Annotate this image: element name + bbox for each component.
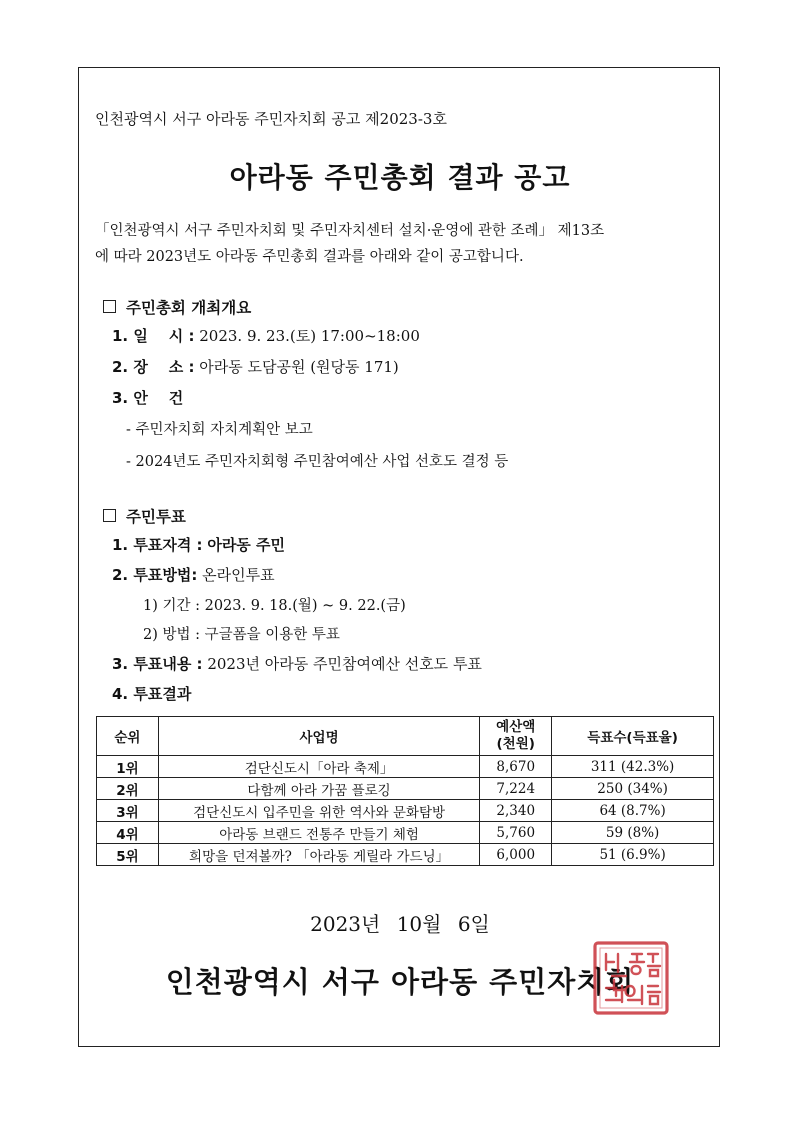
item-value: 2023년 아라동 주민참여예산 선호도 투표 [207, 655, 482, 673]
header-votes: 득표수(득표율) [552, 717, 714, 756]
overview-item-agenda [112, 387, 183, 408]
cell-rank: 3위 [97, 800, 159, 822]
vote-way: 2) 방법 : 구글폼을 이용한 투표 [143, 627, 340, 643]
vote-content [112, 653, 482, 674]
cell-votes: 59 (8%) [552, 822, 714, 844]
header-rank: 순위 [97, 717, 159, 756]
organization-name: 인천광역시 서구 아라동 주민자치회 [165, 965, 635, 999]
intro-line-1: 「인천광역시 서구 주민자치회 및 주민자치센터 설치·운영에 관한 조례」 제13조 [95, 223, 605, 239]
cell-votes: 51 (6.9%) [552, 844, 714, 866]
square-bullet-icon [103, 509, 116, 522]
announcement-date: 2023년 10월 6일 [310, 912, 490, 936]
item-label: 2. 투표방법: [112, 566, 198, 584]
cell-budget: 5,760 [480, 822, 552, 844]
cell-votes: 250 (34%) [552, 778, 714, 800]
item-label: 3. 투표내용 : [112, 655, 203, 673]
cell-budget: 7,224 [480, 778, 552, 800]
header-budget: 예산액 (천원) [480, 717, 552, 756]
cell-project: 희망을 던져볼까? 「아라동 게릴라 가드닝」 [158, 844, 479, 866]
cell-votes: 311 (42.3%) [552, 756, 714, 778]
item-value: 2023. 9. 23.(토) 17:00~18:00 [199, 327, 420, 345]
cell-votes: 64 (8.7%) [552, 800, 714, 822]
section-heading-overview [103, 296, 251, 318]
vote-eligibility [112, 534, 285, 555]
document-number: 인천광역시 서구 아라동 주민자치회 공고 제2023-3호 [95, 110, 447, 128]
cell-budget: 6,000 [480, 844, 552, 866]
table-row [97, 822, 714, 844]
table-row [97, 800, 714, 822]
header-project: 사업명 [158, 717, 479, 756]
cell-project: 다함께 아라 가꿈 플로깅 [158, 778, 479, 800]
intro-line-2: 에 따라 2023년도 아라동 주민총회 결과를 아래와 같이 공고합니다. [95, 249, 524, 265]
cell-rank: 1위 [97, 756, 159, 778]
item-value: 온라인투표 [202, 566, 275, 584]
item-label: 3. 안 건 [112, 389, 184, 407]
cell-rank: 4위 [97, 822, 159, 844]
overview-item-place [112, 356, 399, 377]
cell-rank: 2위 [97, 778, 159, 800]
section-heading-vote [103, 505, 186, 527]
cell-budget: 2,340 [480, 800, 552, 822]
official-seal-stamp [592, 940, 670, 1016]
item-label: 2. 장 소 : [112, 358, 195, 376]
section-heading-text: 주민투표 [126, 508, 186, 526]
cell-project: 검단신도시「아라 축제」 [158, 756, 479, 778]
item-value: 아라동 도담공원 (원당동 171) [199, 358, 399, 376]
intro-paragraph [95, 218, 711, 270]
document-frame [78, 67, 720, 1047]
cell-rank: 5위 [97, 844, 159, 866]
table-row [97, 756, 714, 778]
table-header-row [97, 717, 714, 756]
overview-item-datetime [112, 325, 420, 346]
vote-result-label: 4. 투표결과 [112, 685, 192, 703]
square-bullet-icon [103, 300, 116, 313]
vote-method [112, 564, 275, 585]
agenda-line: - 2024년도 주민자치회형 주민참여예산 사업 선호도 결정 등 [126, 454, 509, 470]
item-value: 아라동 주민 [207, 536, 286, 554]
cell-project: 검단신도시 입주민을 위한 역사와 문화탐방 [158, 800, 479, 822]
page-title: 아라동 주민총회 결과 공고 [229, 161, 571, 194]
agenda-line: - 주민자치회 자치계획안 보고 [126, 422, 313, 438]
cell-budget: 8,670 [480, 756, 552, 778]
cell-project: 아라동 브랜드 전통주 만들기 체험 [158, 822, 479, 844]
vote-period: 1) 기간 : 2023. 9. 18.(월) ~ 9. 22.(금) [143, 598, 406, 614]
item-label: 1. 투표자격 : [112, 536, 203, 554]
section-heading-text: 주민총회 개최개요 [126, 299, 252, 317]
table-row [97, 778, 714, 800]
table-row [97, 844, 714, 866]
results-table [96, 716, 714, 866]
item-label: 1. 일 시 : [112, 327, 195, 345]
